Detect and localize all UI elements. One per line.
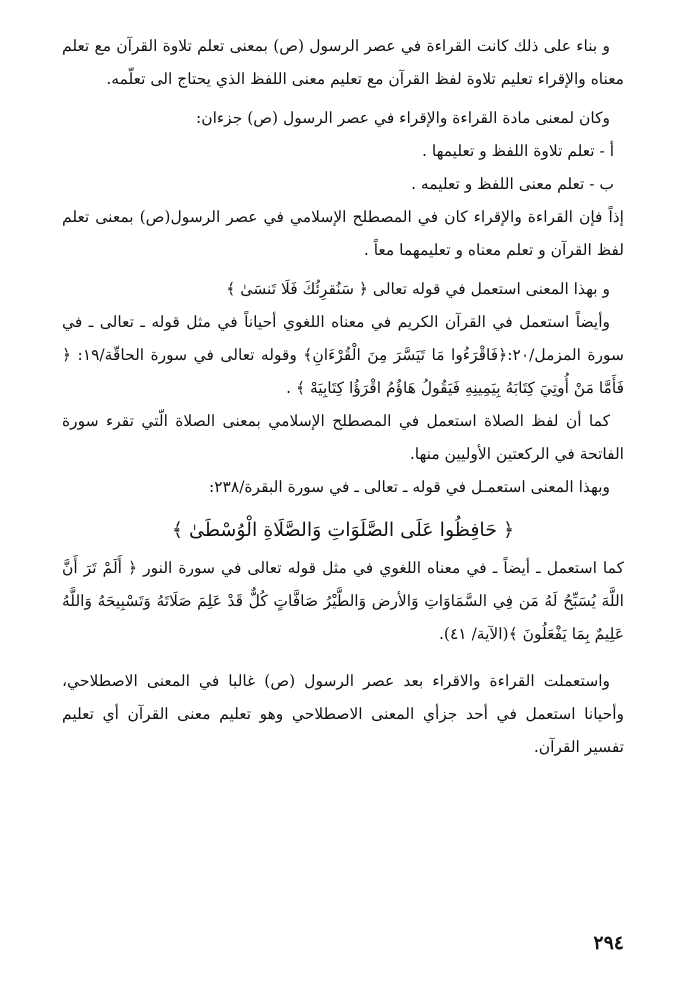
paragraph-baqara: وبهذا المعنى استعمـل في قوله ـ تعالى ـ في سورة البقرة/٢٣٨:	[208, 478, 610, 496]
paragraph-nur-verse: كما استعمل ـ أيضاً ـ في معناه اللغوي في مثل قوله تعالى في سورة النور ﴿ أَلَمْ تَرَ أَنَّ اللَّهَ يُسَبِّحُ لَهُ مَن فِي السَّمَاوَاتِ وَالأرض وَالطَّيْرُ صَافَّاتٍ كُلٌّ قَدْ عَلِمَ صَلَاتَهُ وَتَسْبِيحَهُ وَاللَّهُ عَلِيمٌ بِمَا يَفْعَلُونَ ﴾(الآية/ ٤١).	[62, 559, 624, 643]
paragraph-two-parts: وكان لمعنى مادة القراءة والإقراء في عصر الرسول (ص) جزءان:	[195, 109, 610, 127]
page-number: ٢٩٤	[593, 932, 624, 954]
paragraph-salat-term: كما أن لفظ الصلاة استعمل في المصطلح الإسلامي بمعنى الصلاة الّتي تقرء سورة الفاتحة في الركعتين الأوليين منها.	[62, 412, 624, 463]
paragraph-after-era: واستعملت القراءة والاقراء بعد عصر الرسول (ص) غالبا في المعنى الاصطلاحي، وأحيانا استعمل في أحد جزأي المعنى الاصطلاحي وهو تعليم معنى القرآن أي تعليم تفسير القرآن.	[62, 672, 624, 756]
list-item-b: ب - تعلم معنى اللفظ و تعليمه .	[411, 175, 614, 193]
paragraph-conclusion: إذاً فإن القراءة والإقراء كان في المصطلح الإسلامي في عصر الرسول(ص) بمعنى تعلم لفظ القرآن و تعلم معناه و تعليمهما معاً .	[62, 208, 624, 259]
paragraph-reading-meaning: و بناء على ذلك كانت القراءة في عصر الرسول (ص) بمعنى تعلم تلاوة القرآن مع تعلم معناه والإقراء تعليم تلاوة لفظ القرآن مع تعليم معنى اللفظ الذي يحتاج الى تعلّمه.	[62, 37, 624, 88]
verse-hafizu: ﴿ حَافِظُوا عَلَى الصَّلَوَاتِ وَالصَّلَاةِ الْوُسْطَىٰ ﴾	[171, 519, 515, 541]
list-item-a: أ - تعلم تلاوة اللفظ و تعليمها .	[422, 142, 614, 160]
document-page	[62, 30, 624, 980]
paragraph-verse-sanuqriuka: و بهذا المعنى استعمل في قوله تعالى ﴿ سَنُقرِئُكَ فَلَا تَنسَىٰ ﴾	[226, 280, 610, 298]
paragraph-linguistic-usage: وأيضاً استعمل في القرآن الكريم في معناه اللغوي أحياناً في مثل قوله ـ تعالى ـ في سورة المزمل/٢٠:﴿فَاقْرَءُوا مَا تَيَسَّرَ مِنَ الْقُرْءَانِ﴾ وقوله تعالى في سورة الحاقّة/١٩: ﴿ فَأَمَّا مَنْ أُوتِيَ كِتَابَهُ بِيَمِينِهِ فَيَقُولُ هَاؤُمُ اقْرَؤُا كِتَابِيَهْ ﴾ .	[62, 313, 624, 397]
